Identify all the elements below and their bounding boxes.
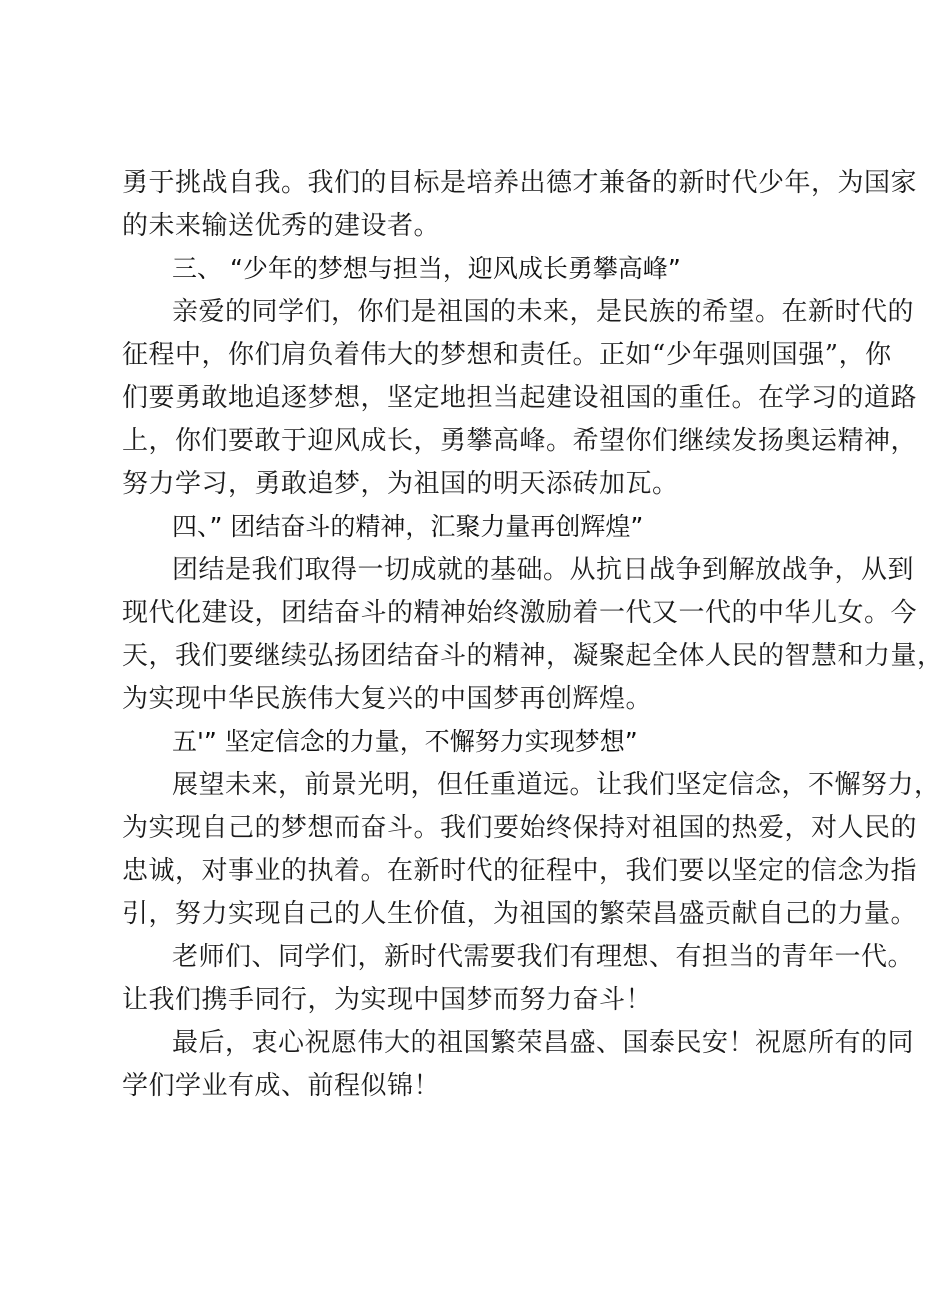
section-3-heading: 三、 “少年的梦想与担当，迎风成长勇攀高峰” [172,254,681,283]
paragraph-line: 最后，衷心祝愿伟大的祖国繁荣昌盛、国泰民安！祝愿所有的同 [172,1028,915,1058]
paragraph-line: 征程中，你们肩负着伟大的梦想和责任。正如“少年强则国强”，你 [122,340,892,370]
paragraph-line: 的未来输送优秀的建设者。 [122,211,441,241]
paragraph-line: 团结是我们取得一切成就的基础。从抗日战争到解放战争，从到 [172,555,915,585]
paragraph-line: 们要勇敢地追逐梦想，坚定地担当起建设祖国的重任。在学习的道路 [122,383,918,413]
section-4-heading: 四、” 团结奋斗的精神，汇聚力量再创辉煌” [172,512,644,541]
paragraph-line: 展望未来，前景光明，但任重道远。让我们坚定信念，不懈努力， [172,770,941,800]
paragraph-line: 学们学业有成、前程似锦！ [122,1071,441,1101]
paragraph-line: 上，你们要敢于迎风成长，勇攀高峰。希望你们继续发扬奥运精神， [122,426,918,456]
section-5-heading: 五'” 坚定信念的力量，不懈努力实现梦想” [172,727,638,756]
paragraph-line: 忠诚，对事业的执着。在新时代的征程中，我们要以坚定的信念为指 [122,856,918,886]
paragraph-line: 天，我们要继续弘扬团结奋斗的精神，凝聚起全体人民的智慧和力量， [122,641,944,671]
paragraph-line: 亲爱的同学们，你们是祖国的未来，是民族的希望。在新时代的 [172,297,915,327]
paragraph-line: 努力学习，勇敢追梦，为祖国的明天添砖加瓦。 [122,469,679,499]
paragraph-line: 勇于挑战自我。我们的目标是培养出德才兼备的新时代少年，为国家 [122,168,918,198]
paragraph-line: 现代化建设，团结奋斗的精神始终激励着一代又一代的中华儿女。今 [122,598,918,628]
paragraph-line: 为实现自己的梦想而奋斗。我们要始终保持对祖国的热爱，对人民的 [122,813,918,843]
paragraph-line: 老师们、同学们，新时代需要我们有理想、有担当的青年一代。 [172,942,915,972]
paragraph-line: 为实现中华民族伟大复兴的中国梦再创辉煌。 [122,684,653,714]
paragraph-line: 引，努力实现自己的人生价值，为祖国的繁荣昌盛贡献自己的力量。 [122,899,918,929]
paragraph-line: 让我们携手同行，为实现中国梦而努力奋斗！ [122,985,653,1015]
